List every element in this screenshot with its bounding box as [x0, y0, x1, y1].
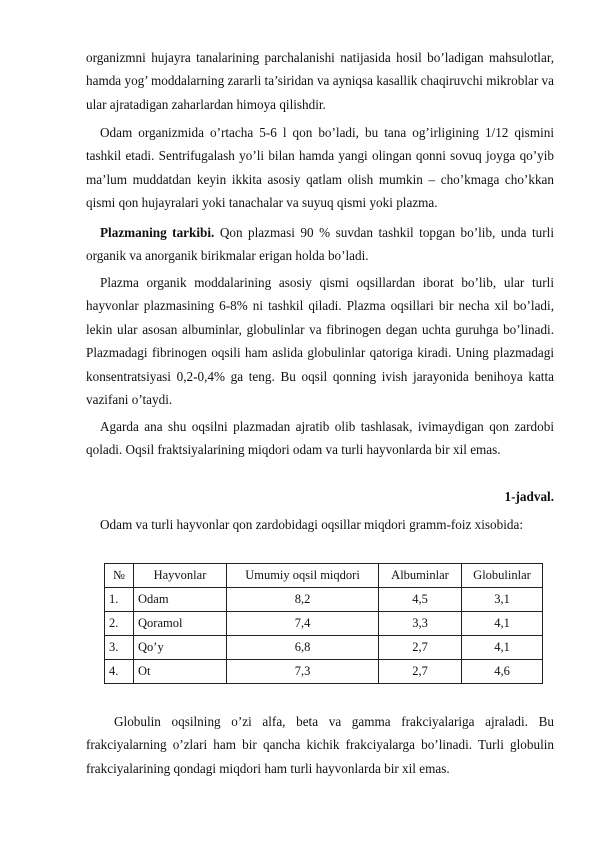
paragraph-5: Agarda ana shu oqsilni plazmadan ajratib olib tashlasak, ivimaydigan qon zardobi qoladi. Oqsil fraktsiyalarining miqdori odam va turli hayvonlarda bir xil emas. — [86, 419, 554, 458]
row-albumin: 4,5 — [379, 588, 462, 612]
row-total: 6,8 — [227, 636, 379, 660]
header-total-protein: Umumiy oqsil miqdori — [227, 564, 379, 588]
header-animals: Hayvonlar — [134, 564, 227, 588]
row-number: 1. — [105, 588, 134, 612]
row-animal: Ot — [134, 660, 227, 684]
section-heading: Plazmaning tarkibi. — [100, 225, 215, 240]
header-albumins: Albuminlar — [379, 564, 462, 588]
row-number: 3. — [105, 636, 134, 660]
table-label: 1-jadval. — [504, 489, 554, 504]
table-caption: Odam va turli hayvonlar qon zardobidagi oqsillar miqdori gramm-foiz xisobida: — [100, 517, 523, 532]
table-row — [105, 636, 543, 660]
row-albumin: 2,7 — [379, 660, 462, 684]
row-animal: Odam — [134, 588, 227, 612]
paragraph-3-text: Qon plazmasi 90 % suvdan tashkil topgan bo’lib, unda turli organik va anorganik birikmalar erigan holda bo’ladi. — [86, 225, 554, 264]
table-row — [105, 612, 543, 636]
header-globulins: Globulinlar — [462, 564, 543, 588]
row-albumin: 3,3 — [379, 612, 462, 636]
protein-table — [104, 563, 543, 684]
table-row — [105, 660, 543, 684]
row-total: 7,4 — [227, 612, 379, 636]
header-number: № — [105, 564, 134, 588]
row-globulin: 4,1 — [462, 612, 543, 636]
row-globulin: 3,1 — [462, 588, 543, 612]
table-header-row — [105, 564, 543, 588]
row-total: 7,3 — [227, 660, 379, 684]
paragraph-3 — [86, 221, 554, 268]
row-animal: Qo’y — [134, 636, 227, 660]
row-total: 8,2 — [227, 588, 379, 612]
paragraph-4: Plazma organik moddalarining asosiy qismi oqsillardan iborat bo’lib, ular turli hayvonlar plazmasining 6-8% ni tashkil qiladi. Plazma oqsillari bir necha xil bo’ladi, lekin ular asosan albuminlar, globulinlar va fibrinogen degan uchta guruhga bo’linadi. Plazmadagi fibrinogen oqsili ham aslida globulinlar qatoriga kiradi. Uning plazmadagi konsentratsiyasi 0,2-0,4% ga teng. Bu oqsil qonning ivish jarayonida benihoya katta vazifani o’taydi. — [86, 275, 554, 408]
row-animal: Qoramol — [134, 612, 227, 636]
row-number: 4. — [105, 660, 134, 684]
row-globulin: 4,1 — [462, 636, 543, 660]
row-albumin: 2,7 — [379, 636, 462, 660]
table-row — [105, 588, 543, 612]
row-globulin: 4,6 — [462, 660, 543, 684]
row-number: 2. — [105, 612, 134, 636]
paragraph-6: Globulin oqsilning o’zi alfa, beta va gamma frakciyalariga ajraladi. Bu frakciyalarning o’zlari ham bir qancha kichik frakciyalarga bo’linadi. Turli globulin frakciyalarining qondagi miqdori ham turli hayvonlarda bir xil emas. — [86, 714, 554, 776]
paragraph-2: Odam organizmida o’rtacha 5-6 l qon bo’ladi, bu tana og’irligining 1/12 qismini tashkil etadi. Sentrifugalash yo’li bilan hamda yangi olingan qonni sovuq joyga qo’yib ma’lum muddatdan keyin ikkita asosiy qatlam olish mumkin – cho’kmaga cho’kkan qismi qon hujayralari yoki tanachalar va suyuq qismi yoki plazma. — [86, 125, 554, 211]
paragraph-1: organizmni hujayra tanalarining parchalanishi natijasida hosil bo’ladigan mahsulotlar, hamda yog’ moddalarning zararli ta’siridan va ayniqsa kasallik chaqiruvchi mikroblar va ular ajratadigan zaharlardan himoya qilishdir. — [86, 50, 554, 112]
